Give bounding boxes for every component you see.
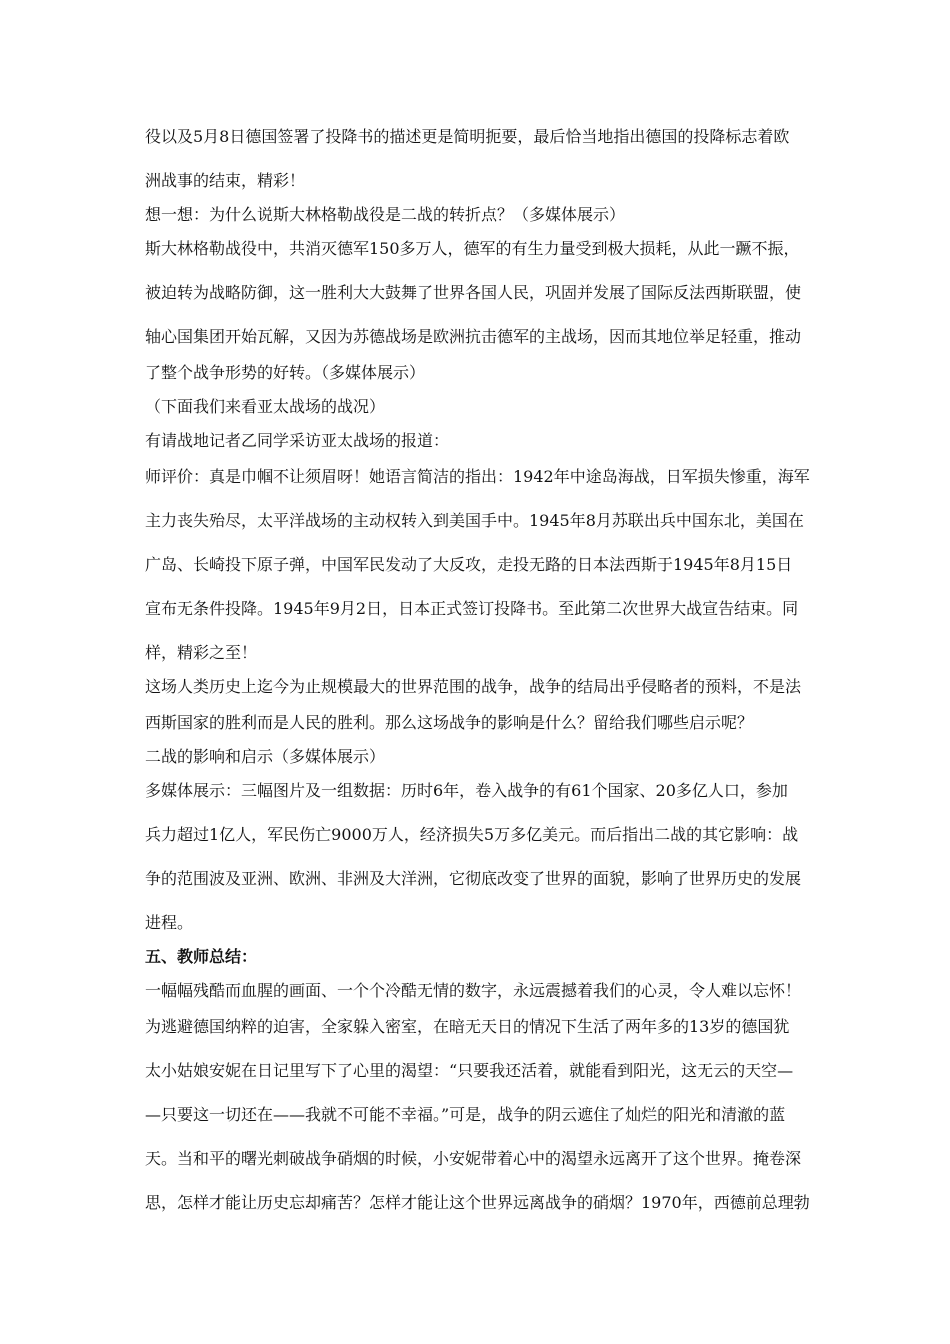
text-line: 洲战事的结束，精彩！ <box>145 171 306 190</box>
text-line: 想一想：为什么说斯大林格勒战役是二战的转折点？（多媒体展示） <box>145 205 626 224</box>
text-line: 广岛、长崎投下原子弹，中国军民发动了大反攻，走投无路的日本法西斯于1945年8月15日 <box>145 555 793 574</box>
text-line: 主力丧失殆尽，太平洋战场的主动权转入到美国手中。1945年8月苏联出兵中国东北，美国在 <box>145 511 804 530</box>
text-line: 争的范围波及亚洲、欧洲、非洲及大洋洲，它彻底改变了世界的面貌，影响了世界历史的发展 <box>145 869 802 888</box>
text-line: 轴心国集团开始瓦解，又因为苏德战场是欧洲抗击德军的主战场，因而其地位举足轻重，推动 <box>145 327 802 346</box>
text-line: 斯大林格勒战役中，共消灭德军150多万人，德军的有生力量受到极大损耗，从此一蹶不振， <box>145 239 800 258</box>
text-line: 思，怎样才能让历史忘却痛苦？怎样才能让这个世界远离战争的硝烟？1970年，西德前总理勃 <box>145 1193 810 1212</box>
text-line: 进程。 <box>145 913 194 932</box>
text-line: 被迫转为战略防御，这一胜利大大鼓舞了世界各国人民，巩固并发展了国际反法西斯联盟，使 <box>145 283 802 302</box>
text-line: 有请战地记者乙同学采访亚太战场的报道： <box>145 431 450 450</box>
text-line: （下面我们来看亚太战场的战况） <box>145 397 386 416</box>
text-line: 师评价：真是巾帼不让须眉呀！她语言简洁的指出：1942年中途岛海战，日军损失惨重，海军 <box>145 467 810 486</box>
text-line: 样，精彩之至！ <box>145 643 258 662</box>
text-line: 多媒体展示：三幅图片及一组数据：历时6年，卷入战争的有61个国家、20多亿人口，参加 <box>145 781 788 800</box>
text-line: 天。当和平的曙光刺破战争硝烟的时候，小安妮带着心中的渴望永远离开了这个世界。掩卷深 <box>145 1149 802 1168</box>
text-line: 为逃避德国纳粹的迫害，全家躲入密室，在暗无天日的情况下生活了两年多的13岁的德国犹 <box>145 1017 790 1036</box>
text-line: 这场人类历史上迄今为止规模最大的世界范围的战争，战争的结局出乎侵略者的预料，不是法 <box>145 677 802 696</box>
text-line: —只要这一切还在——我就不可能不幸福。”可是，战争的阴云遮住了灿烂的阳光和清澈的蓝 <box>145 1105 786 1124</box>
text-line: 役以及5月8日德国签署了投降书的描述更是简明扼要，最后恰当地指出德国的投降标志着欧 <box>145 127 790 146</box>
text-line: 了整个战争形势的好转。（多媒体展示） <box>145 363 426 382</box>
section-heading: 五、教师总结： <box>145 947 258 966</box>
text-line: 一幅幅残酷而血腥的画面、一个个冷酷无情的数字，永远震撼着我们的心灵，令人难以忘怀！ <box>145 981 802 1000</box>
text-line: 兵力超过1亿人，军民伤亡9000万人，经济损失5万多亿美元。而后指出二战的其它影响：战 <box>145 825 799 844</box>
text-line: 二战的影响和启示（多媒体展示） <box>145 747 386 766</box>
text-line: 宣布无条件投降。1945年9月2日，日本正式签订投降书。至此第二次世界大战宣告结束。同 <box>145 599 799 618</box>
text-line: 太小姑娘安妮在日记里写下了心里的渴望：“只要我还活着，就能看到阳光，这无云的天空— <box>145 1061 794 1080</box>
text-line: 西斯国家的胜利而是人民的胜利。那么这场战争的影响是什么？留给我们哪些启示呢？ <box>145 713 754 732</box>
